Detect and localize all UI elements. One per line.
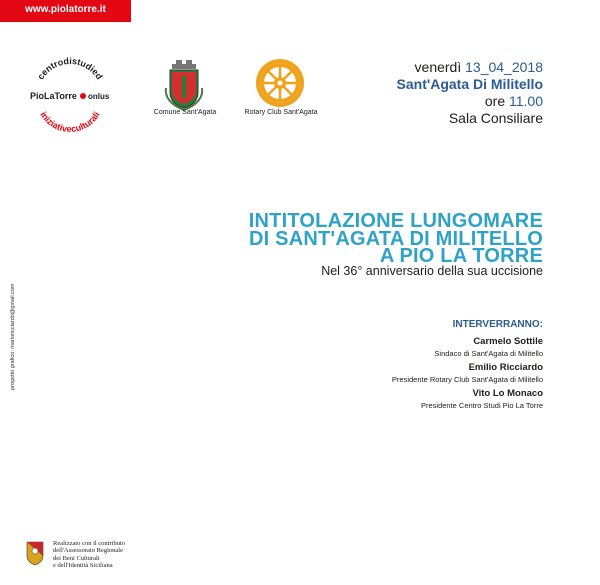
event-room: Sala Consiliare (448, 110, 543, 126)
event-subtitle: Nel 36° anniversario della sua uccisione (321, 264, 543, 278)
event-date-value: 13_04_2018 (465, 59, 543, 75)
rotary-label: Rotary Club Sant'Agata (244, 109, 318, 116)
event-time (485, 93, 543, 110)
sponsor-text (53, 540, 125, 570)
red-dot-icon (80, 93, 86, 99)
event-place: Sant'Agata Di Militello (396, 76, 543, 92)
speakers-heading: INTERVERRANNO: (452, 319, 543, 330)
svg-text:centrodistudied (35, 56, 104, 81)
sponsor-line-1: Realizzato con il contributo (53, 540, 126, 547)
centro-studi-onlus: onlus (88, 92, 110, 101)
event-day-label: venerdì (414, 59, 462, 75)
speaker-role-1: Sindaco di Sant'Agata di Militello (434, 349, 543, 358)
sponsor-line-4: e dell'Identità Siciliana (53, 562, 113, 570)
sponsor-line-3: dei Beni Culturali (53, 554, 100, 562)
design-credit: progetto grafico: marioricciardo@gmail.com (10, 283, 16, 390)
event-title (248, 210, 543, 267)
centro-studi-top-text: centrodistudied (35, 55, 105, 82)
website-url[interactable]: www.piolatorre.it (25, 4, 106, 15)
speaker-name-1: Carmelo Sottile (473, 336, 543, 347)
centro-studi-logo (26, 52, 114, 140)
event-date (415, 59, 543, 76)
event-time-label: ore (484, 93, 506, 109)
centro-studi-name: PioLaTorre (30, 91, 77, 101)
event-title-line-2: DI SANT'AGATA DI MILITELLO (249, 227, 543, 250)
speaker-name-2: Emilio Ricciardo (468, 362, 543, 373)
regione-sicilia-crest-icon (25, 540, 45, 566)
comune-label: Comune Sant'Agata (153, 109, 217, 116)
event-title-line-3: A PIO LA TORRE (379, 245, 543, 267)
speaker-name-3: Vito Lo Monaco (472, 388, 543, 399)
svg-text:iniziativeculturali (38, 110, 101, 134)
rotary-wheel-icon (253, 56, 307, 110)
centro-studi-bottom-text: iniziativeculturali (38, 110, 102, 135)
speaker-role-2: Presidente Rotary Club Sant'Agata di Militello (391, 375, 543, 384)
event-title-line-1: INTITOLAZIONE LUNGOMARE (248, 210, 543, 232)
speaker-role-3: Presidente Centro Studi Pio La Torre (420, 401, 543, 410)
sponsor-line-2: dell'Assessorato Regionale (53, 547, 123, 555)
website-url-bar[interactable] (0, 0, 131, 22)
event-time-value: 11.00 (509, 93, 543, 109)
